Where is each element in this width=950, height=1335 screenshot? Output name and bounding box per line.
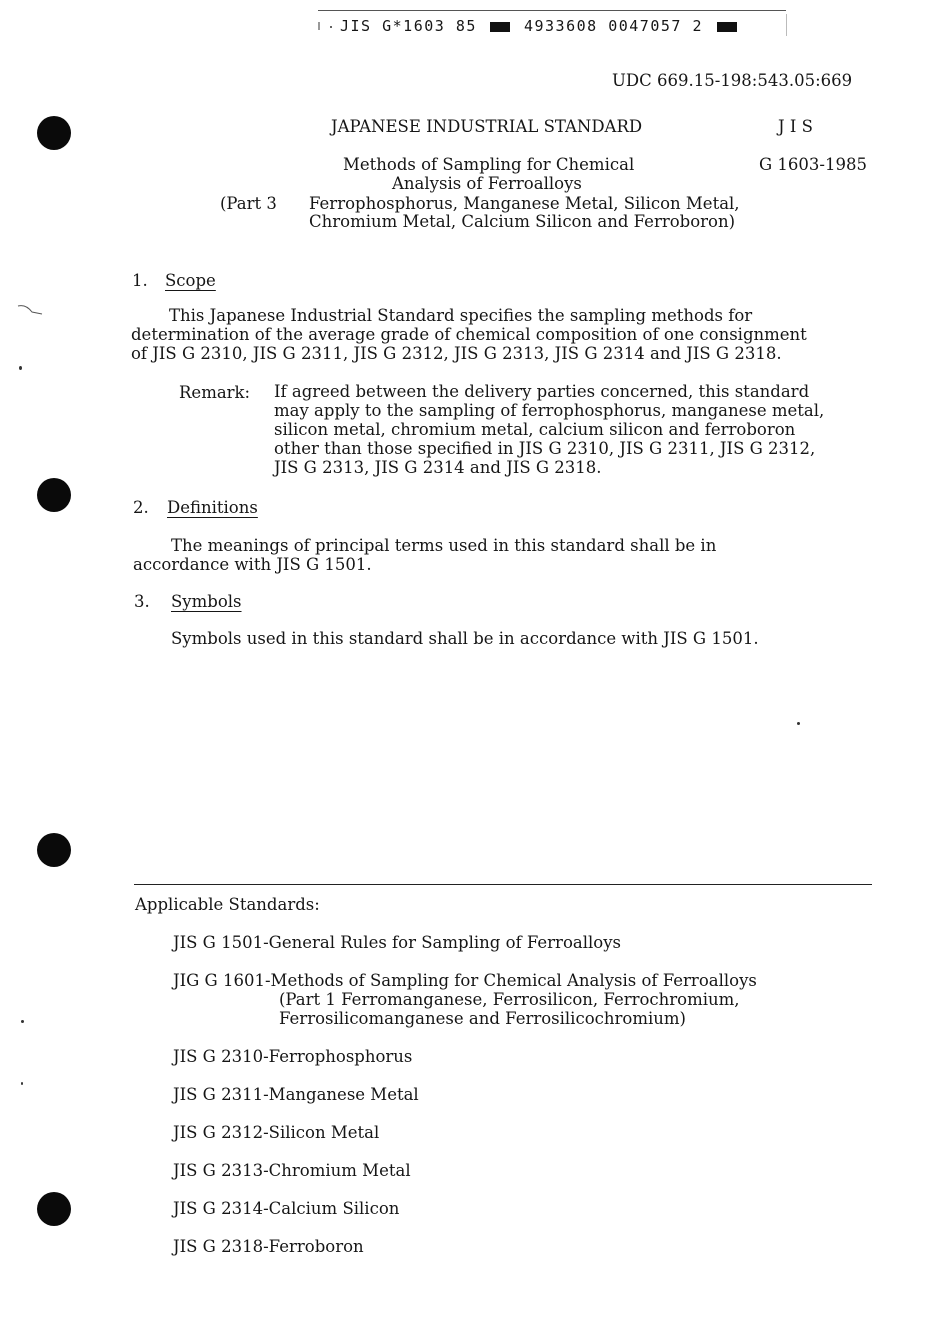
section-heading-scope: Scope <box>165 271 216 290</box>
title-line-2: Analysis of Ferroalloys <box>392 174 582 193</box>
section-number: 3. <box>134 592 150 611</box>
standard-number: G 1603-1985 <box>759 155 867 174</box>
applicable-standard-item-cont: (Part 1 Ferromanganese, Ferrosilicon, Ferrochromium, <box>279 990 740 1009</box>
header-rule <box>318 10 786 11</box>
header-tick <box>786 14 787 36</box>
remark-line: may apply to the sampling of ferrophosphorus, manganese metal, <box>274 401 825 420</box>
applicable-standard-item: JIS G 2314-Calcium Silicon <box>173 1199 400 1218</box>
section-heading-definitions: Definitions <box>167 498 258 517</box>
applicable-standard-item-cont: Ferrosilicomanganese and Ferrosilicochromium) <box>279 1009 686 1028</box>
title-line-3: Ferrophosphorus, Manganese Metal, Silicon Metal, <box>309 194 740 213</box>
remark-line: other than those specified in JIS G 2310, JIS G 2311, JIS G 2312, <box>274 439 816 458</box>
footnote-divider <box>134 884 872 885</box>
remark-line: JIS G 2313, JIS G 2314 and JIS G 2318. <box>274 458 602 477</box>
remark-line: silicon metal, chromium metal, calcium silicon and ferroboron <box>274 420 796 439</box>
section-heading-symbols: Symbols <box>171 592 242 611</box>
title-part-label: (Part 3 <box>220 194 277 213</box>
redaction-block-icon <box>490 22 510 32</box>
title-line-4: Chromium Metal, Calcium Silicon and Ferroboron) <box>309 212 736 231</box>
symbols-paragraph-line: Symbols used in this standard shall be in accordance with JIS G 1501. <box>171 629 759 648</box>
applicable-standard-item: JIS G 2312-Silicon Metal <box>173 1123 380 1142</box>
section-number: 2. <box>133 498 149 517</box>
remark-label: Remark: <box>179 383 251 402</box>
scan-speck <box>797 722 800 725</box>
document-code-part2: 4933608 0047057 2 <box>523 17 703 35</box>
scan-speck <box>21 1020 24 1023</box>
title-line-1: Methods of Sampling for Chemical <box>343 155 635 174</box>
applicable-standard-item: JIG G 1601-Methods of Sampling for Chemical Analysis of Ferroalloys <box>173 971 757 990</box>
applicable-standard-item: JIS G 1501-General Rules for Sampling of Ferroalloys <box>173 933 621 952</box>
definitions-paragraph-line: accordance with JIS G 1501. <box>133 555 372 574</box>
applicable-standard-item: JIS G 2318-Ferroboron <box>173 1237 364 1256</box>
remark-line: If agreed between the delivery parties concerned, this standard <box>274 382 810 401</box>
standard-org: JAPANESE INDUSTRIAL STANDARD <box>331 117 643 136</box>
document-code-part1: JIS G*1603 85 <box>340 17 477 35</box>
scope-paragraph-line: of JIS G 2310, JIS G 2311, JIS G 2312, JIS G 2313, JIS G 2314 and JIS G 2318. <box>131 344 782 363</box>
punch-hole-icon <box>37 833 71 867</box>
jis-label: J I S <box>778 117 813 136</box>
punch-hole-icon <box>37 478 71 512</box>
scan-speck <box>330 26 332 28</box>
redaction-block-icon <box>717 22 737 32</box>
document-code <box>340 17 740 35</box>
scan-mark-icon <box>16 302 46 320</box>
applicable-standard-item: JIS G 2310-Ferrophosphorus <box>173 1047 413 1066</box>
scan-speck <box>19 366 22 370</box>
header-tick <box>318 22 320 30</box>
section-number: 1. <box>132 271 148 290</box>
scope-paragraph-line: This Japanese Industrial Standard specifies the sampling methods for <box>169 306 753 325</box>
udc-number: UDC 669.15-198:543.05:669 <box>612 71 853 90</box>
punch-hole-icon <box>37 1192 71 1226</box>
applicable-standard-item: JIS G 2313-Chromium Metal <box>173 1161 411 1180</box>
applicable-standards-heading: Applicable Standards: <box>135 895 320 914</box>
scope-paragraph-line: determination of the average grade of chemical composition of one consignment <box>131 325 807 344</box>
scan-speck <box>21 1082 23 1085</box>
punch-hole-icon <box>37 116 71 150</box>
definitions-paragraph-line: The meanings of principal terms used in this standard shall be in <box>171 536 717 555</box>
applicable-standard-item: JIS G 2311-Manganese Metal <box>173 1085 419 1104</box>
